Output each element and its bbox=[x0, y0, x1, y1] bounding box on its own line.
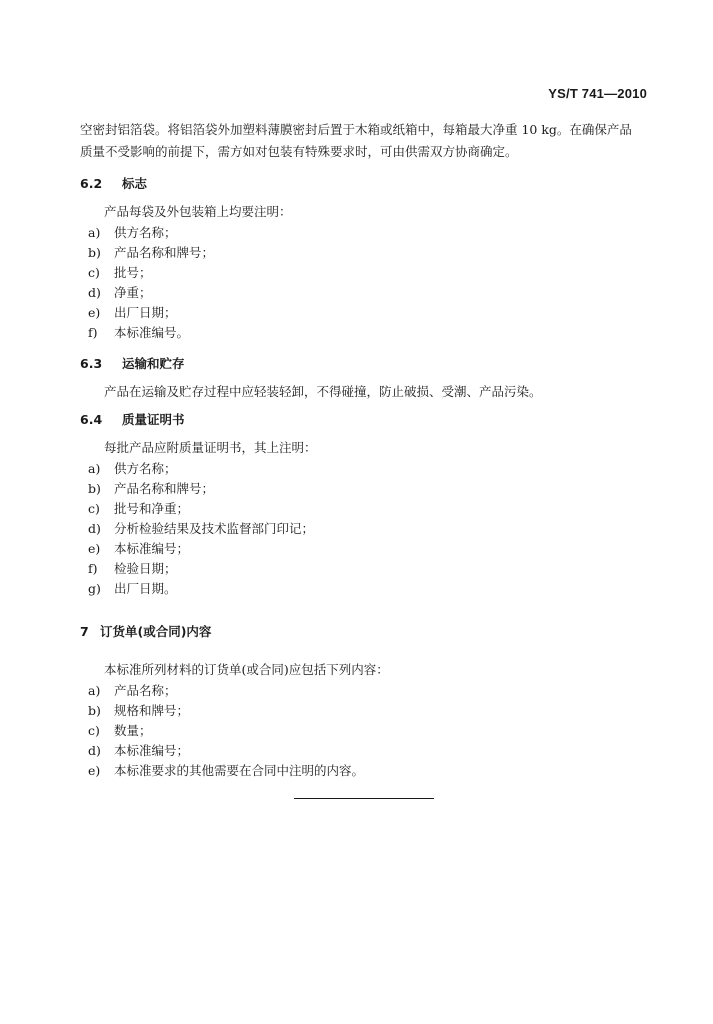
list-item bbox=[80, 499, 646, 519]
list-item bbox=[80, 519, 646, 539]
section-6-3-heading bbox=[80, 353, 646, 375]
section-number: 6.2 bbox=[80, 176, 103, 191]
end-rule bbox=[294, 798, 434, 799]
list-item bbox=[80, 479, 646, 499]
item-label: a) bbox=[88, 225, 101, 240]
section-title: 标志 bbox=[122, 176, 148, 191]
item-text: 分析检验结果及技术监督部门印记； bbox=[114, 521, 315, 536]
item-text: 产品名称和牌号； bbox=[114, 481, 215, 496]
item-label: b) bbox=[88, 245, 101, 260]
item-text: 本标准要求的其他需要在合同中注明的内容。 bbox=[114, 763, 365, 778]
intro-line-2: 质量不受影响的前提下，需方如对包装有特殊要求时，可由供需双方协商确定。 bbox=[80, 144, 518, 159]
list-item bbox=[80, 741, 646, 761]
item-text: 本标准编号； bbox=[114, 743, 190, 758]
list-item bbox=[80, 459, 646, 479]
list-item bbox=[80, 701, 646, 721]
item-label: f) bbox=[88, 561, 98, 576]
list-item bbox=[80, 243, 646, 263]
item-text: 规格和牌号； bbox=[114, 703, 190, 718]
list-item bbox=[80, 283, 646, 303]
list-item bbox=[80, 223, 646, 243]
list-item bbox=[80, 559, 646, 579]
item-text: 本标准编号。 bbox=[114, 325, 190, 340]
item-label: c) bbox=[88, 723, 100, 738]
list-item bbox=[80, 579, 646, 599]
item-text: 出厂日期。 bbox=[114, 581, 177, 596]
section-number: 6.4 bbox=[80, 412, 103, 427]
section-number: 6.3 bbox=[80, 356, 103, 371]
list-item bbox=[80, 303, 646, 323]
item-label: a) bbox=[88, 683, 101, 698]
section-6-2-heading bbox=[80, 173, 646, 195]
item-label: c) bbox=[88, 501, 100, 516]
section-number: 7 bbox=[80, 624, 89, 639]
item-label: b) bbox=[88, 703, 101, 718]
item-label: c) bbox=[88, 265, 100, 280]
section-7-lead: 本标准所列材料的订货单(或合同)应包括下列内容： bbox=[104, 662, 389, 677]
item-text: 检验日期； bbox=[114, 561, 177, 576]
item-label: e) bbox=[88, 305, 101, 320]
section-6-2-list bbox=[80, 223, 646, 343]
item-text: 供方名称； bbox=[114, 461, 177, 476]
item-label: d) bbox=[88, 521, 101, 536]
item-label: g) bbox=[88, 581, 101, 596]
standard-code: YS/T 741—2010 bbox=[548, 86, 647, 101]
section-7-list bbox=[80, 681, 646, 781]
item-label: a) bbox=[88, 461, 101, 476]
section-7-heading bbox=[80, 621, 646, 643]
item-text: 产品名称； bbox=[114, 683, 177, 698]
item-text: 批号； bbox=[114, 265, 152, 280]
item-label: d) bbox=[88, 285, 101, 300]
item-text: 产品名称和牌号； bbox=[114, 245, 215, 260]
section-title: 运输和贮存 bbox=[122, 356, 185, 371]
item-label: b) bbox=[88, 481, 101, 496]
section-6-4-list bbox=[80, 459, 646, 599]
item-label: e) bbox=[88, 763, 101, 778]
section-6-4-heading bbox=[80, 409, 646, 431]
list-item bbox=[80, 539, 646, 559]
section-6-2-lead: 产品每袋及外包装箱上均要注明： bbox=[104, 204, 292, 219]
item-text: 净重； bbox=[114, 285, 152, 300]
list-item bbox=[80, 263, 646, 283]
list-item bbox=[80, 323, 646, 343]
intro-line-1: 空密封铝箔袋。将铝箔袋外加塑料薄膜密封后置于木箱或纸箱中，每箱最大净重 10 kg。在确保产品 bbox=[80, 122, 632, 137]
list-item bbox=[80, 721, 646, 741]
item-text: 出厂日期； bbox=[114, 305, 177, 320]
item-text: 数量； bbox=[114, 723, 152, 738]
item-label: d) bbox=[88, 743, 101, 758]
document-body bbox=[80, 119, 646, 781]
item-label: e) bbox=[88, 541, 101, 556]
section-title: 质量证明书 bbox=[122, 412, 185, 427]
section-6-3-text: 产品在运输及贮存过程中应轻装轻卸，不得碰撞，防止破损、受潮、产品污染。 bbox=[104, 384, 542, 399]
section-title: 订货单(或合同)内容 bbox=[100, 624, 212, 639]
item-text: 本标准编号； bbox=[114, 541, 190, 556]
section-6-4-lead: 每批产品应附质量证明书，其上注明： bbox=[104, 440, 317, 455]
item-text: 批号和净重； bbox=[114, 501, 190, 516]
list-item bbox=[80, 681, 646, 701]
item-label: f) bbox=[88, 325, 98, 340]
list-item bbox=[80, 761, 646, 781]
item-text: 供方名称； bbox=[114, 225, 177, 240]
